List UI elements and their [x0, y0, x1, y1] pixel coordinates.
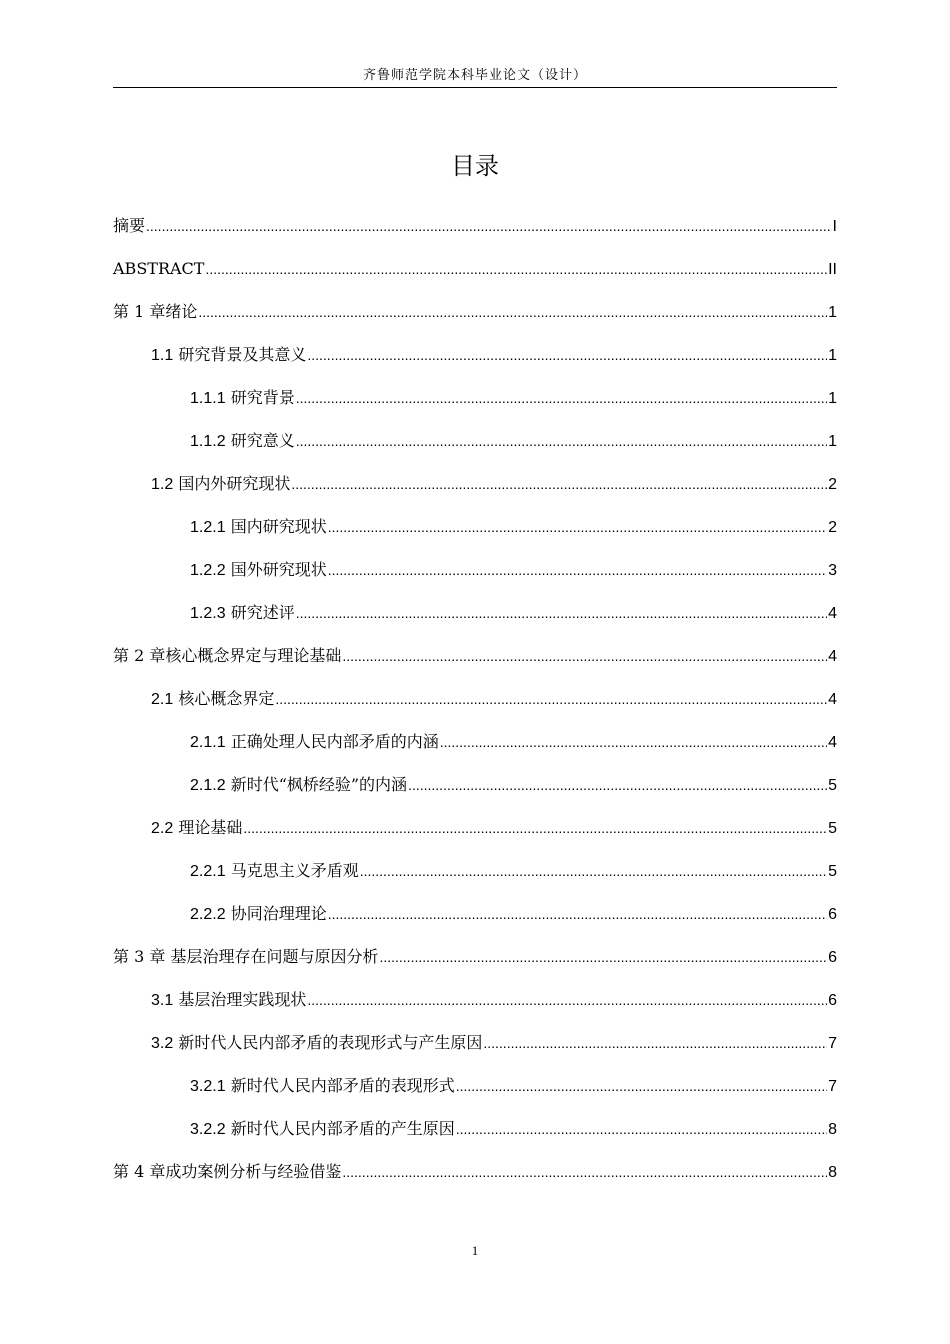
dot-leader	[275, 678, 827, 721]
dot-leader	[243, 807, 827, 850]
toc-entry[interactable]	[113, 806, 837, 849]
toc-entry-text	[151, 462, 290, 506]
dot-leader	[342, 1151, 827, 1194]
toc-entry-text	[113, 247, 204, 290]
toc-entry-text	[190, 1107, 455, 1151]
toc-entry-label: 正确处理人民内部矛盾的内涵	[230, 732, 439, 751]
dot-leader	[296, 592, 827, 635]
toc-entry-text	[190, 376, 295, 420]
toc-entry-page: 2	[828, 519, 837, 536]
toc-entry-page: 6	[828, 949, 837, 966]
toc-entry-text	[190, 892, 327, 936]
toc-entry-page: 1	[828, 390, 837, 407]
toc-entry-text	[190, 548, 327, 592]
dot-leader	[296, 420, 827, 463]
toc-entry-number: 2.1.1	[190, 734, 226, 751]
toc-entry-number: 1.1.1	[190, 390, 226, 407]
toc-entry-page: 1	[828, 304, 837, 321]
header-divider	[113, 87, 837, 88]
dot-leader	[440, 721, 827, 764]
dot-leader	[360, 850, 827, 893]
toc-entry-text	[190, 1064, 455, 1108]
toc-entry-number: 2.2.2	[190, 906, 226, 923]
dot-leader	[456, 1065, 827, 1108]
toc-entry-text	[113, 290, 197, 333]
toc-entry-label: ABSTRACT	[113, 259, 205, 278]
toc-entry[interactable]	[113, 720, 837, 763]
toc-entry[interactable]	[113, 1021, 837, 1064]
toc-entry-number: 2.2	[151, 820, 174, 837]
dot-leader	[307, 979, 827, 1022]
toc-entry[interactable]	[113, 204, 837, 247]
table-of-contents	[113, 204, 837, 1193]
toc-entry-number: 3.2	[151, 1035, 174, 1052]
toc-entry-text	[190, 505, 327, 549]
toc-entry-text	[113, 935, 378, 978]
toc-entry-page: 5	[828, 863, 837, 880]
toc-entry-number: 3.2.2	[190, 1121, 226, 1138]
toc-entry-text	[151, 1021, 482, 1065]
toc-entry-label: 新时代人民内部矛盾的表现形式与产生原因	[178, 1033, 483, 1052]
toc-entry-text	[190, 591, 295, 635]
dot-leader	[328, 549, 827, 592]
toc-entry-text	[190, 763, 407, 807]
toc-entry-text	[113, 204, 145, 247]
toc-entry-number: 2.2.1	[190, 863, 226, 880]
toc-entry-label: 国内研究现状	[230, 517, 327, 536]
toc-entry-page: 5	[828, 777, 837, 794]
page-number: 1	[471, 1243, 479, 1258]
toc-entry-page: 3	[828, 562, 837, 579]
toc-entry-text	[190, 849, 359, 893]
toc-entry-text	[113, 1150, 341, 1193]
toc-entry-page: 4	[828, 648, 837, 665]
dot-leader	[146, 205, 832, 248]
toc-entry-number: 1.2.2	[190, 562, 226, 579]
toc-entry-label: 基层治理实践现状	[178, 990, 307, 1009]
toc-entry-label: 新时代“枫桥经验”的内涵	[230, 775, 408, 794]
dot-leader	[342, 635, 827, 678]
toc-entry[interactable]	[113, 1064, 837, 1107]
dot-leader	[205, 248, 827, 291]
toc-entry[interactable]	[113, 892, 837, 935]
dot-leader	[483, 1022, 827, 1065]
toc-entry-label: 理论基础	[178, 818, 243, 837]
toc-entry-page: 5	[828, 820, 837, 837]
toc-entry-label: 国外研究现状	[230, 560, 327, 579]
toc-entry-number: 3.2.1	[190, 1078, 226, 1095]
dot-leader	[296, 377, 827, 420]
toc-entry-number: 1.1	[151, 347, 174, 364]
toc-entry[interactable]	[113, 677, 837, 720]
toc-entry-page: 4	[828, 691, 837, 708]
toc-entry[interactable]	[113, 290, 837, 333]
toc-entry[interactable]	[113, 247, 837, 290]
dot-leader	[379, 936, 827, 979]
toc-entry-number: 1.2.1	[190, 519, 226, 536]
toc-entry[interactable]	[113, 1150, 837, 1193]
toc-entry-page: 7	[828, 1078, 837, 1095]
toc-entry-label: 研究背景及其意义	[178, 345, 307, 364]
toc-entry-text	[190, 720, 439, 764]
toc-entry-page: 1	[828, 347, 837, 364]
toc-entry-label: 核心概念界定	[178, 689, 275, 708]
toc-entry[interactable]	[113, 505, 837, 548]
toc-entry-text	[113, 634, 341, 677]
toc-entry-label: 研究背景	[230, 388, 295, 407]
toc-entry-page: 4	[828, 605, 837, 622]
toc-entry[interactable]	[113, 591, 837, 634]
toc-entry-label: 马克思主义矛盾观	[230, 861, 359, 880]
toc-entry[interactable]	[113, 935, 837, 978]
toc-entry-number: 3.1	[151, 992, 174, 1009]
toc-entry-number: 1.2.3	[190, 605, 226, 622]
toc-entry-page: 6	[828, 906, 837, 923]
toc-entry-text	[151, 333, 306, 377]
dot-leader	[328, 893, 827, 936]
toc-entry[interactable]	[113, 333, 837, 376]
toc-entry-page: 2	[828, 476, 837, 493]
toc-entry[interactable]	[113, 462, 837, 505]
toc-entry-page: 6	[828, 992, 837, 1009]
toc-entry-label: 研究意义	[230, 431, 295, 450]
toc-entry-number: 1.2	[151, 476, 174, 493]
toc-title: 目录	[451, 152, 499, 180]
toc-entry[interactable]	[113, 634, 837, 677]
toc-entry[interactable]	[113, 849, 837, 892]
dot-leader	[328, 506, 827, 549]
toc-entry-number: 1.1.2	[190, 433, 226, 450]
dot-leader	[307, 334, 827, 377]
dot-leader	[408, 764, 827, 807]
toc-entry-label: 第 4 章成功案例分析与经验借鉴	[113, 1162, 342, 1181]
toc-entry-page: 7	[828, 1035, 837, 1052]
toc-entry-text	[151, 978, 306, 1022]
dot-leader	[456, 1108, 827, 1151]
toc-entry[interactable]	[113, 376, 837, 419]
toc-entry-text	[151, 677, 274, 721]
toc-entry-page: II	[828, 261, 837, 278]
toc-entry-page: 8	[828, 1121, 837, 1138]
toc-entry-label: 第 3 章 基层治理存在问题与原因分析	[113, 947, 379, 966]
toc-entry[interactable]	[113, 419, 837, 462]
toc-entry[interactable]	[113, 1107, 837, 1150]
toc-entry-label: 第 1 章绪论	[113, 302, 198, 321]
toc-entry[interactable]	[113, 548, 837, 591]
toc-entry-page: 4	[828, 734, 837, 751]
toc-entry-text	[190, 419, 295, 463]
dot-leader	[198, 291, 827, 334]
toc-entry-label: 国内外研究现状	[178, 474, 291, 493]
toc-entry-page: 1	[828, 433, 837, 450]
toc-entry-label: 研究述评	[230, 603, 295, 622]
toc-entry-label: 新时代人民内部矛盾的表现形式	[230, 1076, 455, 1095]
toc-entry-label: 摘要	[113, 216, 146, 235]
toc-entry-page: 8	[828, 1164, 837, 1181]
toc-entry[interactable]	[113, 763, 837, 806]
toc-entry-page: I	[832, 218, 837, 235]
toc-entry-label: 协同治理理论	[230, 904, 327, 923]
toc-entry-label: 新时代人民内部矛盾的产生原因	[230, 1119, 455, 1138]
toc-entry[interactable]	[113, 978, 837, 1021]
toc-entry-text	[151, 806, 242, 850]
toc-entry-label: 第 2 章核心概念界定与理论基础	[113, 646, 342, 665]
running-header: 齐鲁师范学院本科毕业论文（设计）	[362, 68, 587, 83]
toc-entry-number: 2.1.2	[190, 777, 226, 794]
toc-entry-number: 2.1	[151, 691, 174, 708]
dot-leader	[291, 463, 827, 506]
